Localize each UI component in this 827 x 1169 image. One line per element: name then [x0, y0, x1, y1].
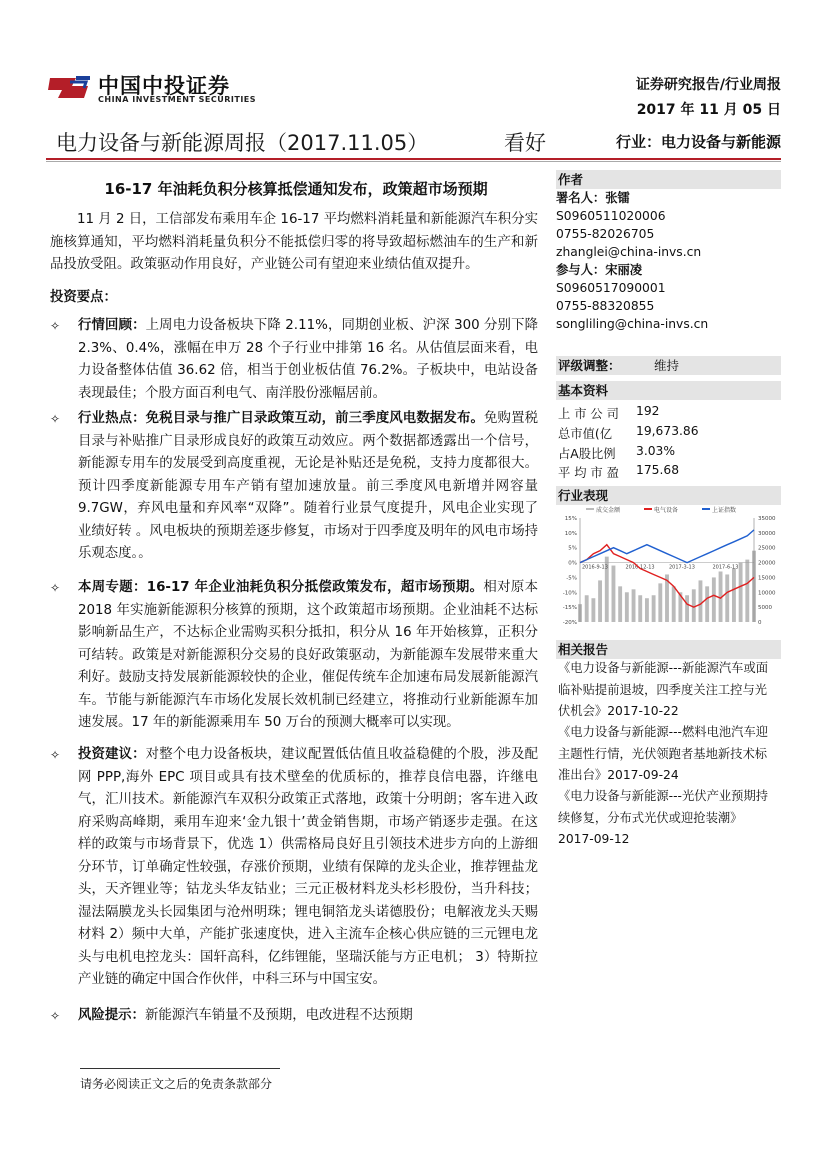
performance-title: 行业表现 — [556, 486, 781, 505]
page-title: 电力设备与新能源周报（2017.11.05） — [56, 131, 429, 155]
disclaimer: 请务必阅读正文之后的免责条款部分 — [80, 1077, 273, 1091]
basic-key: 上 市 公 司 — [558, 407, 619, 421]
coauthor-email: songliling@china-invs.cn — [556, 317, 709, 331]
legend-label: 电气设备 — [654, 507, 679, 514]
left-tick-label: 15% — [564, 516, 577, 522]
header-rule — [46, 158, 781, 160]
rating-adjust-label: 评级调整： — [558, 358, 621, 373]
basic-key: 平 均 市 盈 — [558, 466, 619, 480]
left-tick-label: 10% — [564, 530, 577, 537]
header-rule-thin — [46, 161, 781, 162]
logo-text-cn: 中国中投证券 — [98, 74, 230, 98]
related-reports-title: 相关报告 — [556, 640, 781, 659]
author-license: S0960511020006 — [556, 209, 666, 223]
diamond-bullet-icon: ✧ — [50, 748, 61, 762]
coauthor-license: S0960517090001 — [556, 281, 666, 295]
related-report-3[interactable]: 《电力设备与新能源---光伏产业预期持续修复，分布式光伏或迎抢装潮》2017-09-12 — [558, 789, 769, 846]
basic-value: 192 — [636, 404, 660, 418]
diamond-bullet-icon: ✧ — [50, 412, 61, 426]
volume-bar — [658, 583, 662, 622]
volume-bar — [632, 589, 636, 622]
left-tick-label: 5% — [568, 545, 577, 552]
volume-bar — [699, 580, 703, 622]
volume-bar — [598, 580, 602, 622]
diamond-bullet-icon: ✧ — [50, 581, 61, 595]
basic-key: 总市值(亿 — [558, 427, 612, 441]
bullet-head: 投资建议： — [78, 747, 146, 762]
bullet-topic — [50, 577, 538, 735]
left-tick-label: -15% — [562, 605, 577, 612]
x-tick-label: 2016-9-13 — [582, 564, 608, 571]
volume-bar — [739, 563, 743, 622]
volume-bar — [672, 586, 676, 622]
left-tick-label: -5% — [566, 575, 577, 582]
bullet-head: 行业热点：免税目录与推广目录政策互动，前三季度风电数据发布。 — [78, 411, 485, 426]
bullet-head: 本周专题：16-17 年企业油耗负积分抵偿政策发布，超市场预期。 — [78, 580, 484, 595]
industry-label: 行业：电力设备与新能源 — [615, 133, 781, 151]
basic-value: 175.68 — [636, 463, 680, 477]
report-date: 2017 年 11 月 05 日 — [636, 102, 781, 118]
headline: 16-17 年油耗负积分核算抵偿通知发布，政策超市场预期 — [104, 180, 488, 198]
volume-bar — [692, 589, 696, 622]
logo-text-en: CHINA INVESTMENT SECURITIES — [98, 95, 257, 104]
bullet-advice — [50, 744, 538, 992]
bullet-head: 风险提示： — [78, 1008, 145, 1023]
volume-bar — [712, 577, 716, 622]
coauthor-name: 参与人：宋丽凌 — [556, 263, 643, 277]
volume-bar — [638, 595, 642, 622]
diamond-bullet-icon: ✧ — [50, 319, 61, 333]
bullet-body: 免购置税目录与补贴推广目录形成良好的政策互动效应。两个数据都透露出一个信号，新能源专用车的发展受到高度重视，无论是补贴还是免税，支持力度都很大。预计四季度新能源专用车产销有望加速放量。前三季度风电新增并网容量 9.7GW，弃风电量和弃风率“双降”。随着行业景气度提升，风电企业实现了业绩好转 。风电板块的预期差逐步修复，市场对于四季度及明年的风电市场持乐观态度。。 — [78, 411, 539, 561]
right-tick-label: 25000 — [758, 545, 776, 552]
coauthor-phone: 0755-88320855 — [556, 299, 655, 313]
left-tick-label: -20% — [562, 620, 577, 626]
x-tick-label: 2017-6-13 — [712, 564, 739, 571]
key-points-title: 投资要点： — [50, 290, 117, 305]
volume-bar — [585, 595, 589, 622]
author-section-title: 作者 — [556, 170, 781, 189]
author-email: zhanglei@china-invs.cn — [556, 245, 702, 259]
basic-info-title: 基本资料 — [556, 381, 781, 400]
x-tick-label: 2017-3-13 — [669, 564, 695, 571]
bullet-hotspot — [50, 408, 538, 566]
author-name: 署名人：张镭 — [556, 191, 630, 205]
bullet-market-review — [50, 315, 538, 405]
rating-adjust-value: 维持 — [654, 358, 680, 373]
rating-section — [556, 356, 781, 375]
basic-value: 3.03% — [636, 444, 676, 458]
volume-bar — [618, 586, 622, 622]
bullet-head: 行情回顾： — [78, 318, 146, 333]
left-tick-label: -10% — [562, 590, 577, 597]
right-tick-label: 15000 — [758, 575, 776, 582]
x-tick-label: 2016-12-13 — [625, 564, 655, 571]
volume-bar — [725, 574, 729, 622]
report-type: 证券研究报告/行业周报 — [635, 77, 781, 93]
bullet-body: 新能源汽车销量不及预期，电改进程不达预期 — [144, 1008, 413, 1023]
volume-bar — [745, 560, 749, 622]
footer-rule — [80, 1068, 280, 1069]
basic-value: 19,673.86 — [636, 424, 699, 438]
right-tick-label: 5000 — [758, 605, 772, 612]
bullet-body: 相对原本 2018 年实施新能源积分核算的预期，这个政策超市场预期。企业油耗不达标影响新品生产，不达标企业需购买积分抵扣，积分从 16 年开始核算，正积分可结转。政策是对新能源积分交易的良好政策驱动，为新能源车发展带来重大利好。鼓励支持发展新能源较快的企业，催促传统车企加速布局发展新能源汽车。节能与新能源汽车市场化发展长效机制已经建立，将推动行业新能源车加速发展。17 年的新能源乘用车 50 万台的预测大概率可以实现。 — [78, 580, 538, 730]
bullet-risk — [50, 1005, 538, 1028]
intro-paragraph: 11 月 2 日，工信部发布乘用车企 16-17 平均燃料消耗量和新能源汽车积分实施核算通知，平均燃料消耗量负积分不能抵偿归零的将导致超标燃油车的生产和新品投放受阻。政策驱动作用良好，产业链公司有望迎来业绩估值双提升。 — [50, 212, 538, 272]
volume-bar — [625, 592, 629, 622]
bullet-body: 上周电力设备板块下降 2.11%，同期创业板、沪深 300 分别下降 2.3%、0.4%，涨幅在申万 28 个子行业中排第 16 名。从估值层面来看，电力设备整体估值 36.62 倍，相当于创业板估值 76.2%。子板块中，电站设备表现最佳；个股方面百利电气、南洋股份涨幅居前。 — [78, 318, 539, 401]
bullet-body: 对整个电力设备板块，建议配置低估值且收益稳健的个股，涉及配网 PPP,海外 EPC 项目或具有技术壁垒的优质标的，推荐良信电器，许继电气，汇川技术。新能源汽车双积分政策正式落地，政策十分明朗；客车进入政府采购高峰期，乘用车迎来‘金九银十’黄金销售期，市场产销逐步走强。在这样的政策与市场背景下，优选 1）供需格局良好且引领技术进步方向的上游细分环节，订单确定性较强，存涨价预期，业绩有保障的龙头企业，推荐锂盐龙头，天齐锂业等；钴龙头华友钴业；三元正极材料龙头杉杉股份，当升科技；湿法隔膜龙头长园集团与沧州明珠；锂电铜箔龙头诺德股份；电解液龙头天赐材料 2）频中大单，产能扩张速度快，进入主流车企核心供应链的三元锂电龙头与电机电控龙头：国轩高科，亿纬锂能，坚瑞沃能与方正电机； 3）特斯拉产业链的确定中国合作伙伴，中科三环与中国宝安。 — [78, 747, 539, 987]
logo-icon — [48, 74, 92, 102]
related-report-2[interactable]: 《电力设备与新能源---燃料电池汽车迎主题性行情，光伏领跑者基地新技术标准出台》2017-09-24 — [558, 725, 769, 782]
diamond-bullet-icon: ✧ — [50, 1009, 61, 1023]
volume-bar — [732, 569, 736, 622]
volume-bar — [685, 595, 689, 622]
rating-label: 看好 — [504, 131, 546, 155]
right-tick-label: 35000 — [758, 516, 776, 522]
right-tick-label: 0 — [758, 620, 762, 626]
right-tick-label: 30000 — [758, 530, 776, 537]
volume-bar — [705, 586, 709, 622]
legend-label: 成交金额 — [596, 507, 621, 514]
volume-bar — [645, 598, 649, 622]
legend-label: 上证指数 — [712, 507, 737, 514]
author-phone: 0755-82026705 — [556, 227, 655, 241]
volume-bar — [652, 595, 656, 622]
related-report-1[interactable]: 《电力设备与新能源---新能源汽车或面临补贴提前退坡，四季度关注工控与光伏机会》2017-10-22 — [558, 661, 769, 718]
basic-key: 占A股比例 — [558, 447, 616, 461]
left-tick-label: 0% — [568, 560, 577, 567]
performance-chart — [556, 504, 781, 632]
volume-bar — [591, 598, 595, 622]
right-tick-label: 10000 — [758, 590, 776, 597]
right-tick-label: 20000 — [758, 560, 776, 567]
volume-bar — [612, 566, 616, 622]
